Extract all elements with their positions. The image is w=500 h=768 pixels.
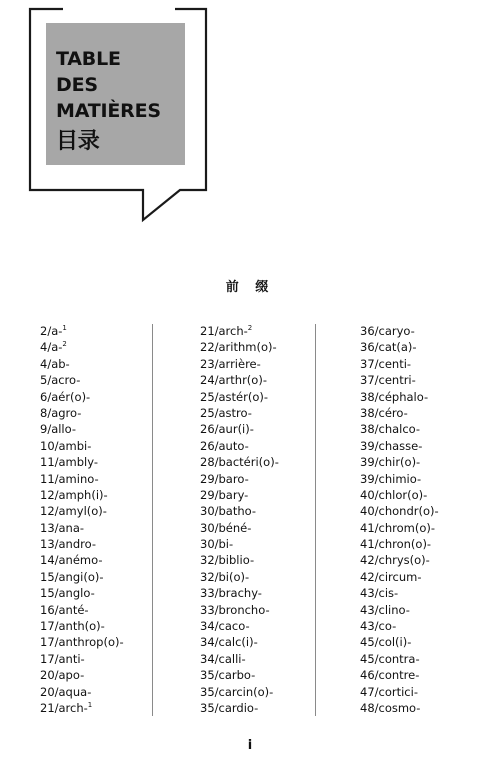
toc-entry (360, 389, 439, 405)
homonym-index: 1 (87, 700, 93, 709)
toc-entry (40, 667, 124, 683)
toc-entry (200, 552, 279, 568)
toc-entry-text: 35/cardio- (200, 700, 259, 715)
toc-entry-text: 33/brachy- (200, 586, 262, 601)
toc-entry (200, 356, 279, 372)
toc-entry (360, 618, 439, 634)
toc-entry (360, 536, 439, 552)
toc-entry (200, 569, 279, 585)
toc-entry-text: 41/chrom(o)- (360, 520, 435, 535)
toc-entry-text: 37/centi- (360, 356, 412, 371)
toc-entry (40, 438, 124, 454)
toc-entry-text: 43/cis- (360, 586, 399, 601)
toc-entry-text: 15/anglo- (40, 586, 95, 601)
column-divider (152, 324, 153, 716)
toc-entry (360, 651, 439, 667)
toc-entry (40, 569, 124, 585)
toc-entry-text: 5/acro- (40, 373, 81, 388)
toc-entry-text: 40/chondr(o)- (360, 504, 439, 519)
toc-entry (200, 585, 279, 601)
toc-entry-text: 29/bary- (200, 487, 249, 502)
toc-entry-text: 41/chron(o)- (360, 537, 432, 552)
toc-entry (360, 454, 439, 470)
toc-entry (360, 684, 439, 700)
toc-entry-text: 30/bi- (200, 537, 234, 552)
toc-entry (360, 487, 439, 503)
toc-entry (200, 421, 279, 437)
toc-entry (200, 405, 279, 421)
toc-entry-text: 45/col(i)- (360, 635, 412, 650)
toc-entry (40, 405, 124, 421)
toc-entry (40, 356, 124, 372)
toc-entry-text: 25/astér(o)- (200, 389, 269, 404)
toc-entry-text: 43/co- (360, 619, 397, 634)
toc-entry (360, 503, 439, 519)
toc-entry (360, 520, 439, 536)
toc-entry-text: 39/chasse- (360, 438, 423, 453)
toc-entry (40, 389, 124, 405)
toc-entry (200, 389, 279, 405)
toc-entry (40, 372, 124, 388)
toc-entry-text: 36/cat(a)- (360, 340, 417, 355)
toc-entry (200, 471, 279, 487)
toc-entry (40, 618, 124, 634)
toc-entry (40, 487, 124, 503)
toc-entry-text: 39/chir(o)- (360, 455, 421, 470)
page-number: i (247, 738, 253, 753)
toc-entry-text: 17/anti- (40, 651, 85, 666)
toc-entry (360, 471, 439, 487)
title-line-1: TABLE (56, 48, 121, 70)
toc-entry (360, 421, 439, 437)
toc-entry-text: 25/astro- (200, 405, 252, 420)
toc-entry (360, 700, 439, 716)
toc-entry (360, 438, 439, 454)
toc-entry-text: 15/angi(o)- (40, 569, 104, 584)
toc-entry (40, 585, 124, 601)
toc-entry-text: 16/anté- (40, 602, 89, 617)
toc-entry-text: 4/a- (40, 340, 63, 355)
toc-entry (360, 339, 439, 355)
toc-entry (40, 602, 124, 618)
entry-column-2 (200, 323, 279, 716)
toc-entry-text: 12/amyl(o)- (40, 504, 107, 519)
toc-entry-text: 21/arch- (200, 324, 248, 338)
toc-entry (40, 634, 124, 650)
toc-entry-text: 30/béné- (200, 520, 252, 535)
toc-entry-text: 42/circum- (360, 569, 422, 584)
toc-entry (40, 421, 124, 437)
toc-entry-text: 28/bactéri(o)- (200, 455, 279, 470)
title-line-2: DES (56, 74, 98, 96)
toc-entry (200, 618, 279, 634)
homonym-index: 2 (62, 340, 67, 349)
toc-entry-text: 45/contra- (360, 651, 420, 666)
toc-entry-text: 43/clino- (360, 602, 410, 617)
toc-entry (360, 552, 439, 568)
toc-entry-text: 17/anthrop(o)- (40, 635, 124, 650)
toc-entry (360, 405, 439, 421)
toc-entry-text: 11/amino- (40, 471, 99, 486)
toc-entry (360, 602, 439, 618)
toc-entry-text: 21/arch- (40, 700, 88, 715)
toc-entry-text: 33/broncho- (200, 602, 270, 617)
toc-entry (200, 339, 279, 355)
toc-entry (40, 323, 124, 339)
toc-entry-text: 13/andro- (40, 537, 97, 552)
toc-entry-text: 32/biblio- (200, 553, 255, 568)
toc-entry-text: 13/ana- (40, 520, 85, 535)
toc-entry-text: 34/caco- (200, 619, 250, 634)
toc-entry (40, 454, 124, 470)
toc-entry-text: 38/céro- (360, 405, 408, 420)
toc-entry-text: 24/arthr(o)- (200, 373, 267, 388)
toc-entry-text: 38/chalco- (360, 422, 421, 437)
toc-entry (40, 520, 124, 536)
toc-entry-text: 35/carcin(o)- (200, 684, 274, 699)
title-line-chinese: 目录 (56, 129, 100, 154)
toc-entry (360, 585, 439, 601)
toc-entry-text: 20/aqua- (40, 684, 92, 699)
toc-entry (200, 438, 279, 454)
toc-entry (360, 372, 439, 388)
homonym-index: 2 (247, 324, 253, 332)
toc-entry-text: 34/calli- (200, 651, 246, 666)
toc-entry-text: 47/cortici- (360, 684, 418, 699)
toc-entry-text: 2/a- (40, 324, 63, 338)
toc-entry-text: 23/arrière- (200, 356, 261, 371)
toc-entry-text: 17/anth(o)- (40, 619, 105, 634)
toc-entry-text: 14/anémo- (40, 553, 103, 568)
toc-entry-text: 26/auto- (200, 438, 249, 453)
toc-entry-text: 4/ab- (40, 356, 70, 371)
toc-entry-text: 34/calc(i)- (200, 635, 258, 650)
toc-entry-text: 6/aér(o)- (40, 389, 91, 404)
toc-entry (40, 471, 124, 487)
toc-entry-text: 20/apo- (40, 668, 85, 683)
homonym-index: 1 (62, 324, 67, 332)
toc-entry (200, 536, 279, 552)
toc-entry (200, 634, 279, 650)
toc-entry (200, 503, 279, 519)
section-title: 前 缀 (225, 280, 275, 295)
toc-entry (200, 487, 279, 503)
toc-entry (200, 454, 279, 470)
column-divider (315, 324, 316, 716)
toc-entry (200, 700, 279, 716)
toc-entry-text: 35/carbo- (200, 668, 256, 683)
toc-entry-text: 10/ambi- (40, 438, 92, 453)
toc-entry (40, 503, 124, 519)
toc-entry (360, 569, 439, 585)
toc-entry (200, 372, 279, 388)
toc-entry (200, 667, 279, 683)
toc-entry (360, 634, 439, 650)
entry-column-1 (40, 323, 124, 716)
toc-entry-text: 36/caryo- (360, 324, 415, 338)
toc-entry (200, 684, 279, 700)
toc-entry (200, 323, 279, 339)
toc-entry-text: 46/contre- (360, 668, 420, 683)
toc-entry-text: 11/ambly- (40, 455, 99, 470)
toc-entry-text: 26/aur(i)- (200, 422, 254, 437)
toc-entry-text: 32/bi(o)- (200, 569, 250, 584)
toc-entry-text: 39/chimio- (360, 471, 422, 486)
title-line-3: MATIÈRES (56, 100, 161, 122)
entry-column-3 (360, 323, 439, 716)
toc-entry (40, 700, 124, 716)
toc-entry-text: 48/cosmo- (360, 700, 421, 715)
toc-entry (200, 602, 279, 618)
toc-entry-text: 29/baro- (200, 471, 249, 486)
toc-entry (360, 356, 439, 372)
toc-entry (40, 536, 124, 552)
toc-entry (40, 552, 124, 568)
toc-entry (40, 651, 124, 667)
toc-entry (200, 651, 279, 667)
toc-entry-text: 30/batho- (200, 504, 257, 519)
toc-entry (40, 684, 124, 700)
toc-entry (360, 667, 439, 683)
toc-entry (360, 323, 439, 339)
toc-entry-text: 22/arithm(o)- (200, 340, 277, 355)
toc-entry-text: 42/chrys(o)- (360, 553, 430, 568)
toc-entry (40, 339, 124, 355)
toc-entry-text: 12/amph(i)- (40, 487, 108, 502)
toc-entry-text: 37/centri- (360, 373, 416, 388)
toc-entry-text: 38/céphalo- (360, 389, 429, 404)
toc-entry-text: 40/chlor(o)- (360, 487, 428, 502)
toc-entry-text: 8/agro- (40, 405, 82, 420)
toc-entry-text: 9/allo- (40, 422, 77, 437)
toc-entry (200, 520, 279, 536)
